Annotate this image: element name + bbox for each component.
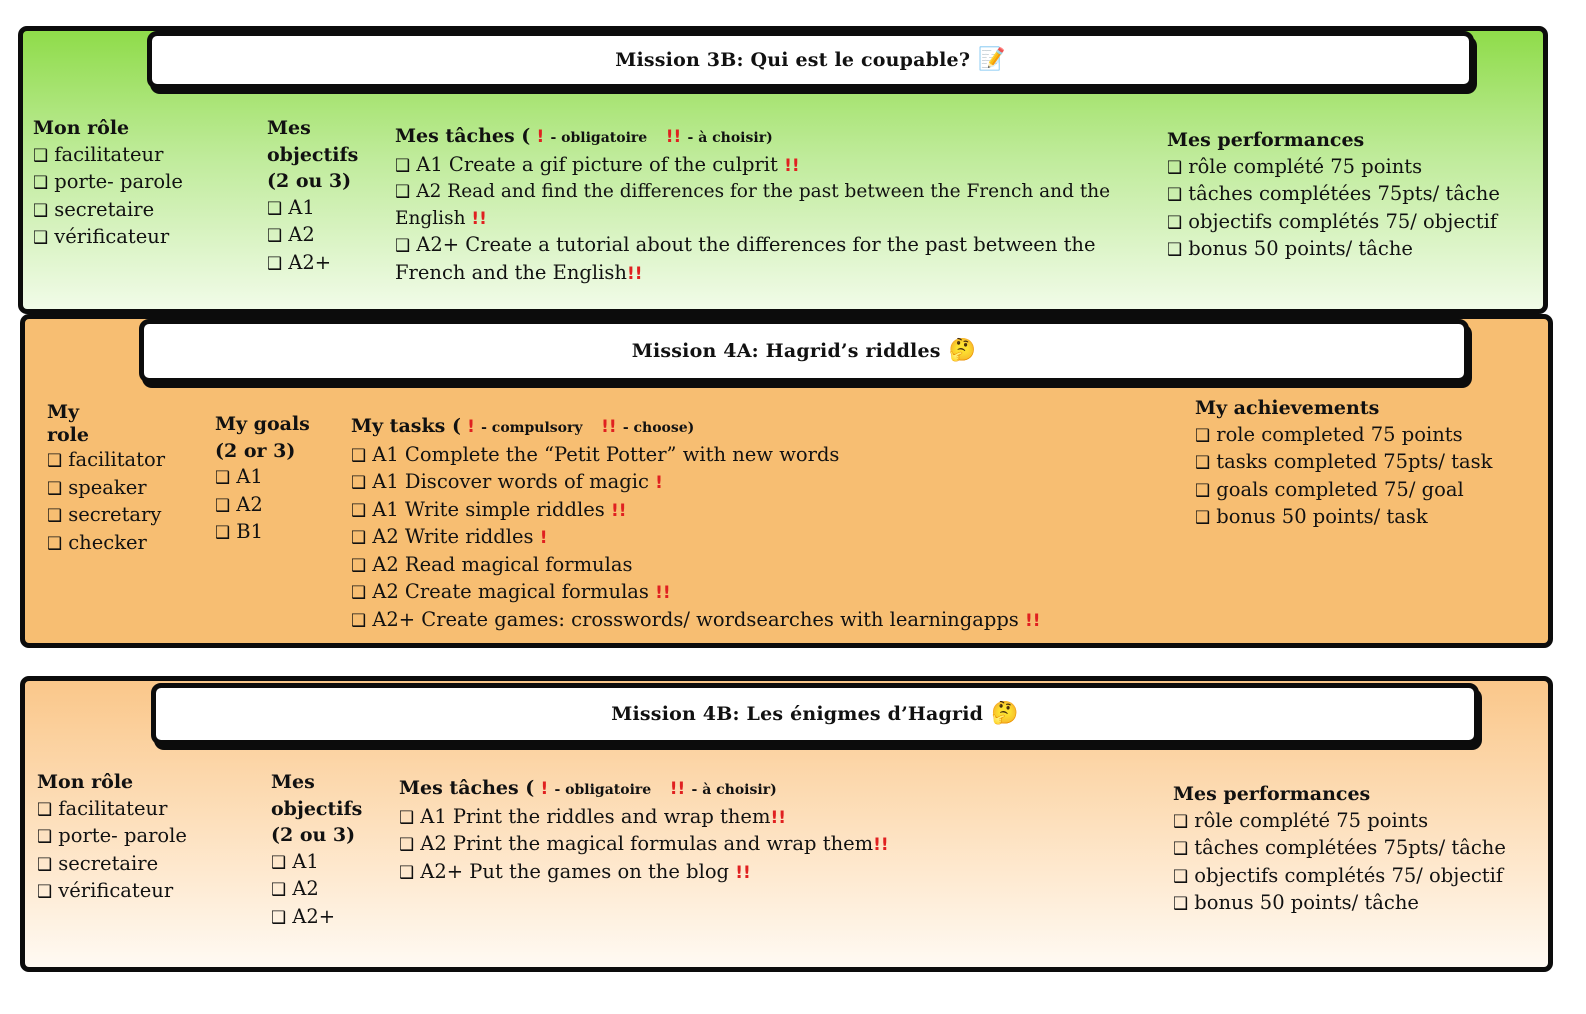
exclamation-icon: ! — [467, 417, 475, 437]
goals-header-line: (2 ou 3) — [267, 170, 352, 192]
checkbox-icon[interactable]: ❑ — [33, 145, 49, 166]
double-exclamation-icon: !! — [1025, 610, 1041, 631]
achievements-header: My achievements — [1195, 397, 1380, 419]
checkbox-icon[interactable]: ❑ — [215, 523, 231, 543]
double-exclamation-icon: !! — [669, 779, 686, 799]
checkbox-icon[interactable]: ❑ — [351, 555, 367, 576]
checkbox-icon[interactable]: ❑ — [267, 198, 283, 219]
goals-header-line: objectifs — [267, 143, 359, 166]
performance-option[interactable]: ❑ rôle complété 75 points — [1173, 808, 1429, 832]
role-option[interactable]: ❑ speaker — [47, 475, 147, 499]
checkbox-icon[interactable]: ❑ — [399, 862, 415, 883]
task-option[interactable]: ❑ A2 Create magical formulas !! — [351, 580, 671, 603]
checkbox-icon[interactable]: ❑ — [47, 533, 63, 554]
role-header-line: role — [47, 424, 89, 446]
role-option[interactable]: ❑ porte- parole — [33, 170, 183, 193]
role-column — [33, 115, 183, 252]
task-option[interactable]: ❑ A1 Print the riddles and wrap them!! — [399, 804, 786, 828]
checkbox-icon[interactable]: ❑ — [271, 852, 287, 873]
mission-4a-card — [20, 314, 1553, 648]
checkbox-icon[interactable]: ❑ — [47, 451, 63, 471]
double-exclamation-icon: !! — [610, 500, 627, 521]
role-option[interactable]: ❑ vérificateur — [33, 225, 170, 248]
checkbox-icon[interactable]: ❑ — [1195, 453, 1211, 473]
performance-option[interactable]: ❑ objectifs complétés 75/ objectif — [1173, 863, 1504, 887]
goals-header-line: Mes — [271, 771, 315, 793]
goal-option[interactable]: ❑ A2 — [215, 492, 263, 516]
role-option[interactable]: ❑ secretary — [47, 503, 162, 526]
checkbox-icon[interactable]: ❑ — [351, 610, 367, 631]
role-column — [47, 401, 165, 557]
checkbox-icon[interactable]: ❑ — [267, 226, 283, 246]
task-option[interactable]: ❑ A1 Discover words of magic ! — [351, 470, 663, 493]
checkbox-icon[interactable]: ❑ — [215, 468, 231, 488]
exclamation-icon: ! — [539, 528, 548, 548]
achievements-column — [1195, 395, 1492, 532]
role-option[interactable]: ❑ checker — [47, 530, 147, 554]
role-option[interactable]: ❑ secretaire — [37, 851, 159, 875]
checkbox-icon[interactable]: ❑ — [37, 799, 53, 820]
checkbox-icon[interactable]: ❑ — [47, 506, 63, 526]
checkbox-icon[interactable]: ❑ — [351, 500, 367, 521]
double-exclamation-icon: !! — [784, 155, 800, 176]
role-option[interactable]: ❑ vérificateur — [37, 879, 174, 902]
exclamation-icon: ! — [536, 127, 545, 147]
double-exclamation-icon: !! — [601, 417, 617, 437]
checkbox-icon[interactable]: ❑ — [395, 236, 411, 256]
role-option[interactable]: ❑ secretaire — [33, 197, 155, 221]
exclamation-icon: ! — [540, 779, 549, 799]
role-option[interactable]: ❑ facilitator — [47, 448, 166, 471]
checkbox-icon[interactable]: ❑ — [215, 495, 231, 516]
checkbox-icon[interactable]: ❑ — [1195, 508, 1211, 528]
mission-title-banner — [139, 319, 1469, 383]
task-option[interactable]: ❑ A2 Read magical formulas — [351, 552, 633, 576]
performance-option[interactable]: ❑ tâches complétées 75pts/ tâche — [1167, 182, 1500, 205]
checkbox-icon[interactable]: ❑ — [1173, 866, 1189, 887]
role-header: Mon rôle — [33, 117, 130, 139]
checkbox-icon[interactable]: ❑ — [399, 835, 415, 855]
checkbox-icon[interactable]: ❑ — [33, 200, 49, 221]
checkbox-icon[interactable]: ❑ — [1167, 212, 1183, 233]
checkbox-icon[interactable]: ❑ — [1173, 894, 1189, 914]
checkbox-icon[interactable]: ❑ — [267, 253, 283, 274]
performance-option[interactable]: ❑ objectifs complétés 75/ objectif — [1167, 209, 1498, 233]
achievement-option[interactable]: ❑ tasks completed 75pts/ task — [1195, 450, 1493, 473]
double-exclamation-icon: !! — [471, 208, 487, 229]
task-option[interactable]: ❑ A2+ Put the games on the blog !! — [399, 859, 751, 883]
tasks-header: My tasks ( ! - compulsory !! - choose) — [351, 415, 695, 437]
task-option[interactable]: ❑ A2+ Create games: crosswords/ wordsearches with learningapps !! — [351, 607, 1041, 631]
mission-title-banner — [147, 31, 1474, 89]
checkbox-icon[interactable]: ❑ — [395, 155, 411, 176]
checkbox-icon[interactable]: ❑ — [37, 854, 53, 875]
task-option[interactable]: ❑ A2+ Create a tutorial about the differences for the past between the French and the English!! — [395, 233, 1096, 284]
tasks-column — [351, 413, 1041, 634]
checkbox-icon[interactable]: ❑ — [33, 173, 49, 193]
checkbox-icon[interactable]: ❑ — [1167, 157, 1183, 178]
tasks-header: Mes tâches ( ! - obligatoire !! - à choisir) — [399, 777, 777, 799]
role-column — [37, 769, 187, 906]
double-exclamation-icon: !! — [665, 127, 682, 147]
checkbox-icon[interactable]: ❑ — [1195, 480, 1211, 501]
role-option[interactable]: ❑ facilitateur — [37, 796, 168, 820]
mission-title: Mission 3B: Qui est le coupable? — [615, 49, 971, 71]
role-header: Mon rôle — [37, 771, 134, 793]
goal-option[interactable]: ❑ A1 — [215, 465, 263, 488]
performance-column — [1173, 781, 1506, 918]
mission-title: Mission 4B: Les énigmes d’Hagrid — [611, 703, 984, 725]
role-header-line: My — [47, 401, 80, 423]
mission-3b-card — [18, 26, 1548, 314]
goal-option[interactable]: ❑ A2+ — [267, 250, 332, 274]
task-option[interactable]: ❑ A2 Print the magical formulas and wrap them!! — [399, 832, 889, 855]
performance-option[interactable]: ❑ bonus 50 points/ tâche — [1167, 237, 1413, 260]
checkbox-icon[interactable]: ❑ — [1195, 425, 1211, 446]
checkbox-icon[interactable]: ❑ — [351, 473, 367, 493]
mission-title-banner — [151, 683, 1479, 745]
checkbox-icon[interactable]: ❑ — [399, 807, 415, 828]
checkbox-icon[interactable]: ❑ — [1173, 839, 1189, 859]
checkbox-icon[interactable]: ❑ — [37, 827, 53, 847]
goals-header-line: (2 or 3) — [215, 439, 296, 462]
double-exclamation-icon: !! — [873, 835, 889, 855]
goals-header-line: objectifs — [271, 797, 363, 820]
goal-option[interactable]: ❑ A1 — [271, 849, 319, 873]
achievement-option[interactable]: ❑ bonus 50 points/ task — [1195, 505, 1428, 528]
goals-column — [271, 769, 362, 931]
checkbox-icon[interactable]: ❑ — [351, 528, 367, 548]
thinking-face-icon: 🤔 — [991, 701, 1019, 726]
tasks-column — [395, 123, 1115, 287]
goals-column — [215, 411, 310, 547]
checkbox-icon[interactable]: ❑ — [37, 882, 53, 902]
tasks-header: Mes tâches ( ! - obligatoire !! - à choisir) — [395, 125, 773, 147]
checkbox-icon[interactable]: ❑ — [395, 182, 411, 202]
goals-header-line: My goals — [215, 413, 310, 435]
memo-icon: 📝 — [978, 47, 1006, 72]
double-exclamation-icon: !! — [655, 583, 671, 603]
goal-option[interactable]: ❑ B1 — [215, 520, 263, 543]
checkbox-icon[interactable]: ❑ — [47, 478, 63, 499]
goals-header-line: Mes — [267, 117, 311, 139]
achievement-option[interactable]: ❑ goals completed 75/ goal — [1195, 477, 1464, 501]
role-option[interactable]: ❑ porte- parole — [37, 824, 187, 847]
goal-option[interactable]: ❑ A2 — [271, 877, 319, 900]
performance-column — [1167, 127, 1500, 264]
checkbox-icon[interactable]: ❑ — [1167, 185, 1183, 205]
goals-header-line: (2 ou 3) — [271, 824, 356, 846]
exclamation-icon: ! — [655, 473, 663, 493]
goal-option[interactable]: ❑ A2+ — [271, 904, 336, 928]
double-exclamation-icon: !! — [770, 807, 786, 828]
goal-option[interactable]: ❑ A1 — [267, 195, 315, 219]
task-option[interactable]: ❑ A1 Create a gif picture of the culprit !! — [395, 152, 800, 176]
mission-title: Mission 4A: Hagrid’s riddles — [631, 340, 941, 362]
checkbox-icon[interactable]: ❑ — [1173, 811, 1189, 832]
performance-option[interactable]: ❑ rôle complété 75 points — [1167, 154, 1423, 178]
performance-option[interactable]: ❑ bonus 50 points/ tâche — [1173, 891, 1419, 914]
thinking-face-icon: 🤔 — [948, 338, 977, 363]
checkbox-icon[interactable]: ❑ — [351, 583, 367, 603]
checkbox-icon[interactable]: ❑ — [1167, 240, 1183, 260]
double-exclamation-icon: !! — [735, 862, 751, 883]
checkbox-icon[interactable]: ❑ — [351, 445, 367, 466]
double-exclamation-icon: !! — [626, 263, 643, 284]
goals-column — [267, 115, 358, 277]
performance-header: Mes performances — [1173, 783, 1371, 805]
task-option[interactable]: ❑ A1 Complete the “Petit Potter” with new words — [351, 442, 840, 466]
tasks-column — [399, 775, 889, 886]
checkbox-icon[interactable]: ❑ — [271, 880, 287, 900]
performance-header: Mes performances — [1167, 129, 1365, 151]
task-option[interactable]: ❑ A2 Read and find the differences for the past between the French and the English !! — [395, 181, 1111, 229]
performance-option[interactable]: ❑ tâches complétées 75pts/ tâche — [1173, 836, 1506, 859]
task-option[interactable]: ❑ A1 Write simple riddles !! — [351, 497, 627, 521]
checkbox-icon[interactable]: ❑ — [271, 907, 287, 928]
mission-4b-card — [20, 676, 1553, 972]
achievement-option[interactable]: ❑ role completed 75 points — [1195, 422, 1463, 446]
task-option[interactable]: ❑ A2 Write riddles ! — [351, 525, 548, 548]
checkbox-icon[interactable]: ❑ — [33, 228, 49, 248]
role-option[interactable]: ❑ facilitateur — [33, 142, 164, 166]
goal-option[interactable]: ❑ A2 — [267, 223, 315, 246]
